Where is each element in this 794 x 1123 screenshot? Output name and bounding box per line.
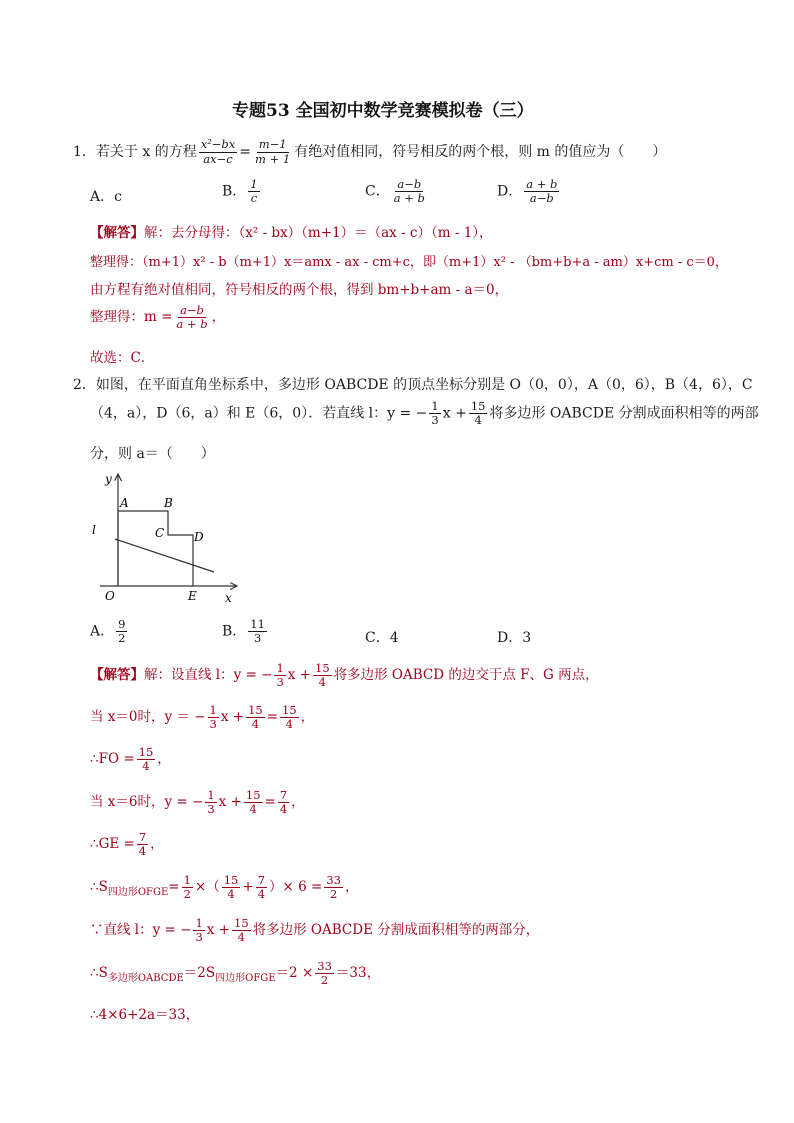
q2-answer-line4-prefix: 当 x＝6时，y = − [90, 794, 204, 811]
q2-option-b-den: 3 [253, 631, 262, 646]
q2-ans2-frac2 [246, 704, 265, 731]
q1-stem-prefix: 1．若关于 x 的方程 [73, 144, 197, 160]
q2-answer-line5-suffix: ， [150, 836, 164, 853]
q2-answer-line6-eq: = [168, 879, 180, 896]
q1-lhs-den: ax−c [203, 151, 233, 166]
q1-option-b-label: B． [222, 183, 247, 200]
q1-option-c-fraction [392, 178, 427, 205]
q2-ans6-result [324, 874, 343, 901]
q2-option-b-label: B． [222, 623, 247, 640]
q2-ans6-frac3-num: 7 [257, 873, 266, 887]
page-title: 专题53 全国初中数学竞赛模拟卷（三） [232, 101, 534, 121]
q2-ans1-frac2-num: 15 [315, 661, 330, 675]
q2-stem-line2-suffix: 将多边形 OABCDE 分割成面积相等的两部 [489, 405, 759, 422]
q2-ans8-frac [315, 960, 334, 987]
q1-answer-line3: 由方程有绝对值相同，符号相反的两个根，得到 bm+b+am - a＝0， [90, 282, 509, 298]
q2-answer-line7-mid: x + [206, 922, 230, 939]
q2-ans4-frac3-num: 7 [279, 788, 288, 802]
q2-answer-line1-prefix: 解：设直线 l：y = − [144, 667, 273, 684]
q2-answer-line8-sub2: 四边形OFGE [215, 972, 276, 984]
q2-ans4-frac3 [278, 789, 289, 816]
q1-option-d-den: a−b [529, 191, 554, 206]
q2-ans6-frac3-den: 4 [257, 887, 266, 902]
q2-option-a-num: 9 [118, 617, 126, 631]
q1-option-b-den: c [250, 191, 258, 206]
q1-answer-tag: 【解答】 [90, 225, 144, 241]
q2-answer-line7-suffix: 将多边形 OABCDE 分割成面积相等的两部分， [252, 922, 540, 939]
q2-ans1-frac2-den: 4 [318, 675, 326, 690]
q1-rhs-num: m−1 [258, 137, 287, 152]
q2-answer-line6-plus: + [242, 879, 254, 896]
q1-option-c-den: a + b [393, 191, 425, 206]
q2-answer-line4-eq: = [264, 794, 276, 811]
q2-stem-frac2-num: 15 [470, 399, 486, 413]
q1-equals: = [239, 144, 252, 160]
q2-answer-line6-times: ×（ [194, 879, 220, 896]
q1-option-c-num: a−b [397, 177, 422, 191]
q1-answer-den: a + b [176, 317, 208, 332]
q2-ans1-frac1-den: 3 [276, 675, 284, 690]
q2-option-d: D．3 [497, 630, 532, 646]
q2-answer-line1-mid: x + [287, 667, 311, 684]
q2-answer-line6-prefix: ∴S [90, 879, 108, 896]
label-b: B [164, 496, 173, 510]
q1-rhs-den: m + 1 [255, 151, 291, 166]
q2-stem-frac1 [429, 400, 440, 427]
q1-lhs-num: x²−bx [200, 137, 236, 152]
q2-answer-line1 [90, 662, 599, 689]
q2-ans6-result-den: 2 [329, 887, 338, 902]
q2-answer-line9: ∴4×6+2a＝33， [90, 1007, 200, 1023]
q1-option-b-fraction [248, 178, 259, 205]
q2-ans6-half-num: 1 [183, 873, 191, 887]
q2-answer-line6-sub: 四边形OFGE [107, 886, 169, 898]
q2-ans8-frac-den: 2 [320, 973, 329, 988]
label-x: x [225, 591, 232, 605]
q1-stem [73, 136, 666, 168]
q2-ans6-frac2 [222, 874, 241, 901]
q2-option-a-den: 2 [118, 631, 126, 646]
q2-answer-line3 [90, 746, 171, 773]
q2-answer-line8-eq: ＝2 × [275, 965, 314, 982]
q2-ans5-frac-num: 7 [138, 830, 147, 844]
q2-answer-tag: 【解答】 [90, 667, 144, 684]
q1-option-d-fraction [524, 178, 559, 205]
q2-stem-frac2-den: 4 [474, 413, 482, 428]
q2-ans5-frac [137, 831, 148, 858]
q2-ans7-frac2 [232, 917, 251, 944]
q2-ans7-frac1 [193, 917, 204, 944]
q1-answer-line4 [90, 304, 225, 331]
q2-ans4-frac1-num: 1 [207, 788, 215, 802]
q2-ans6-half-den: 2 [183, 887, 191, 902]
q1-answer-line5: 故选：C． [90, 350, 155, 366]
q2-option-a-fraction [116, 618, 127, 645]
q2-stem-frac2 [469, 400, 488, 427]
q2-answer-line2-prefix: 当 x＝0时，y ＝ − [90, 709, 206, 726]
q2-ans2-frac3-den: 4 [285, 717, 293, 732]
q2-ans1-frac1-num: 1 [276, 661, 284, 675]
q1-answer-line1 [90, 221, 493, 241]
q2-ans2-frac2-num: 15 [248, 703, 263, 717]
label-a: A [120, 496, 129, 510]
q2-ans8-frac-num: 33 [317, 959, 332, 973]
q1-option-c [365, 178, 429, 205]
q2-ans6-half [182, 874, 193, 901]
q2-answer-line8-suffix: ＝33， [335, 965, 381, 982]
q2-ans7-frac1-num: 1 [195, 916, 203, 930]
q2-answer-line3-prefix: ∴FO = [90, 751, 135, 768]
polygon-oabcde [118, 511, 193, 586]
q2-option-b-num: 11 [250, 617, 265, 631]
q2-answer-line2-suffix: ， [300, 709, 315, 726]
q2-ans4-frac1 [205, 789, 216, 816]
q1-answer-fraction [174, 304, 209, 331]
q2-answer-line4-suffix: ， [291, 794, 305, 811]
q2-answer-line7-prefix: ∵直线 l：y = − [90, 922, 192, 939]
q2-answer-line5 [90, 831, 164, 858]
q2-ans4-frac2-num: 15 [245, 788, 261, 802]
q2-figure [85, 466, 250, 606]
q2-answer-line6-close: ）× 6 = [269, 879, 323, 896]
q2-stem-frac1-num: 1 [431, 399, 439, 413]
q1-answer-line4-prefix: 整理得：m = [90, 309, 173, 326]
q1-option-b [222, 178, 262, 205]
q2-ans7-frac2-num: 15 [234, 916, 249, 930]
q1-option-a: A．c [90, 189, 122, 205]
q2-option-b [222, 618, 269, 645]
q2-ans2-frac2-den: 4 [251, 717, 260, 732]
q2-answer-line2-mid: x + [220, 709, 245, 726]
label-l: l [92, 523, 96, 537]
q2-stem-line3: 分，则 a＝（ ） [90, 446, 215, 462]
q2-option-a [90, 618, 129, 645]
q2-ans6-frac3 [256, 874, 267, 901]
q2-ans4-frac3-den: 4 [279, 802, 288, 817]
q2-answer-line8-sub1: 多边形OABCDE [107, 972, 184, 984]
q2-ans1-frac2 [313, 662, 332, 689]
q2-ans2-frac3-num: 15 [282, 703, 297, 717]
q2-ans2-frac1-den: 3 [209, 717, 217, 732]
q2-answer-line4-mid: x + [218, 794, 242, 811]
q1-answer-line2: 整理得：（m+1）x² - b（m+1）x＝amx - ax - cm+c，即（m+1）x² - （bm+b+a - am）x+cm - c＝0， [90, 255, 728, 270]
q1-answer-line4-suffix: ， [211, 309, 226, 326]
q2-ans2-frac1 [208, 704, 219, 731]
q2-ans7-frac1-den: 3 [195, 930, 203, 945]
label-y: y [105, 472, 112, 486]
q2-answer-line7 [90, 917, 539, 944]
q1-option-d-num: a + b [526, 177, 558, 191]
q2-stem-frac1-den: 3 [431, 413, 439, 428]
q2-ans5-frac-den: 4 [138, 844, 147, 859]
q2-stem-line2-mid: x + [442, 405, 467, 422]
q2-answer-line8-mid: ＝2S [183, 965, 216, 982]
q2-stem-line2 [90, 400, 759, 427]
q2-ans1-frac1 [274, 662, 285, 689]
q2-stem-line2-prefix: （4，a），D（6，a）和 E（6，0）．若直线 l：y = − [90, 405, 428, 422]
q1-option-c-label: C． [365, 183, 390, 200]
q2-answer-line3-suffix: ， [157, 751, 171, 768]
label-o: O [105, 589, 115, 603]
q2-ans7-frac2-den: 4 [237, 930, 245, 945]
q2-ans4-frac2 [244, 789, 263, 816]
q2-ans4-frac1-den: 3 [207, 802, 215, 817]
q2-ans6-frac2-den: 4 [227, 887, 235, 902]
q2-ans6-result-num: 33 [326, 873, 341, 887]
q2-answer-line5-prefix: ∴GE = [90, 836, 135, 853]
q2-ans2-frac3 [280, 704, 299, 731]
q2-answer-line8 [90, 960, 380, 987]
q2-option-a-label: A． [90, 623, 115, 640]
q2-option-b-fraction [248, 618, 267, 645]
q1-rhs-fraction [253, 138, 292, 165]
label-c: C [155, 526, 165, 540]
q2-ans6-frac2-num: 15 [223, 873, 239, 887]
q2-ans4-frac2-den: 4 [249, 802, 257, 817]
q1-stem-suffix: 有绝对值相同，符号相反的两个根，则 m 的值应为（ ） [294, 144, 667, 160]
q2-answer-line2-eq: = [266, 709, 279, 726]
q2-answer-line4 [90, 789, 305, 816]
q2-ans3-frac [137, 746, 156, 773]
q1-option-b-num: 1 [250, 177, 258, 191]
q2-answer-line6 [90, 874, 358, 901]
label-d: D [194, 530, 204, 544]
q2-stem-line1: 2．如图，在平面直角坐标系中，多边形 OABCDE 的顶点坐标分别是 O（0，0），A（0，6），B（4，6），C [73, 377, 753, 393]
q2-ans3-frac-num: 15 [138, 745, 154, 759]
q1-lhs-fraction [199, 138, 238, 165]
label-e: E [188, 589, 197, 603]
q1-option-d [497, 178, 561, 205]
q2-ans2-frac1-num: 1 [209, 703, 217, 717]
q2-option-c: C．4 [365, 630, 399, 646]
q2-answer-line2 [90, 704, 314, 731]
q2-answer-line8-prefix: ∴S [90, 965, 108, 982]
q1-answer-num: a−b [180, 303, 204, 317]
q2-answer-line6-suffix: ， [344, 879, 359, 896]
q1-option-d-label: D． [497, 183, 523, 200]
q2-ans3-frac-den: 4 [142, 759, 150, 774]
q2-answer-line1-suffix: 将多边形 OABCD 的边交于点 F、G 两点， [333, 667, 599, 684]
q1-answer-text1: 解：去分母得：（x² - bx）（m+1）＝（ax - c）（m - 1）， [144, 225, 493, 241]
